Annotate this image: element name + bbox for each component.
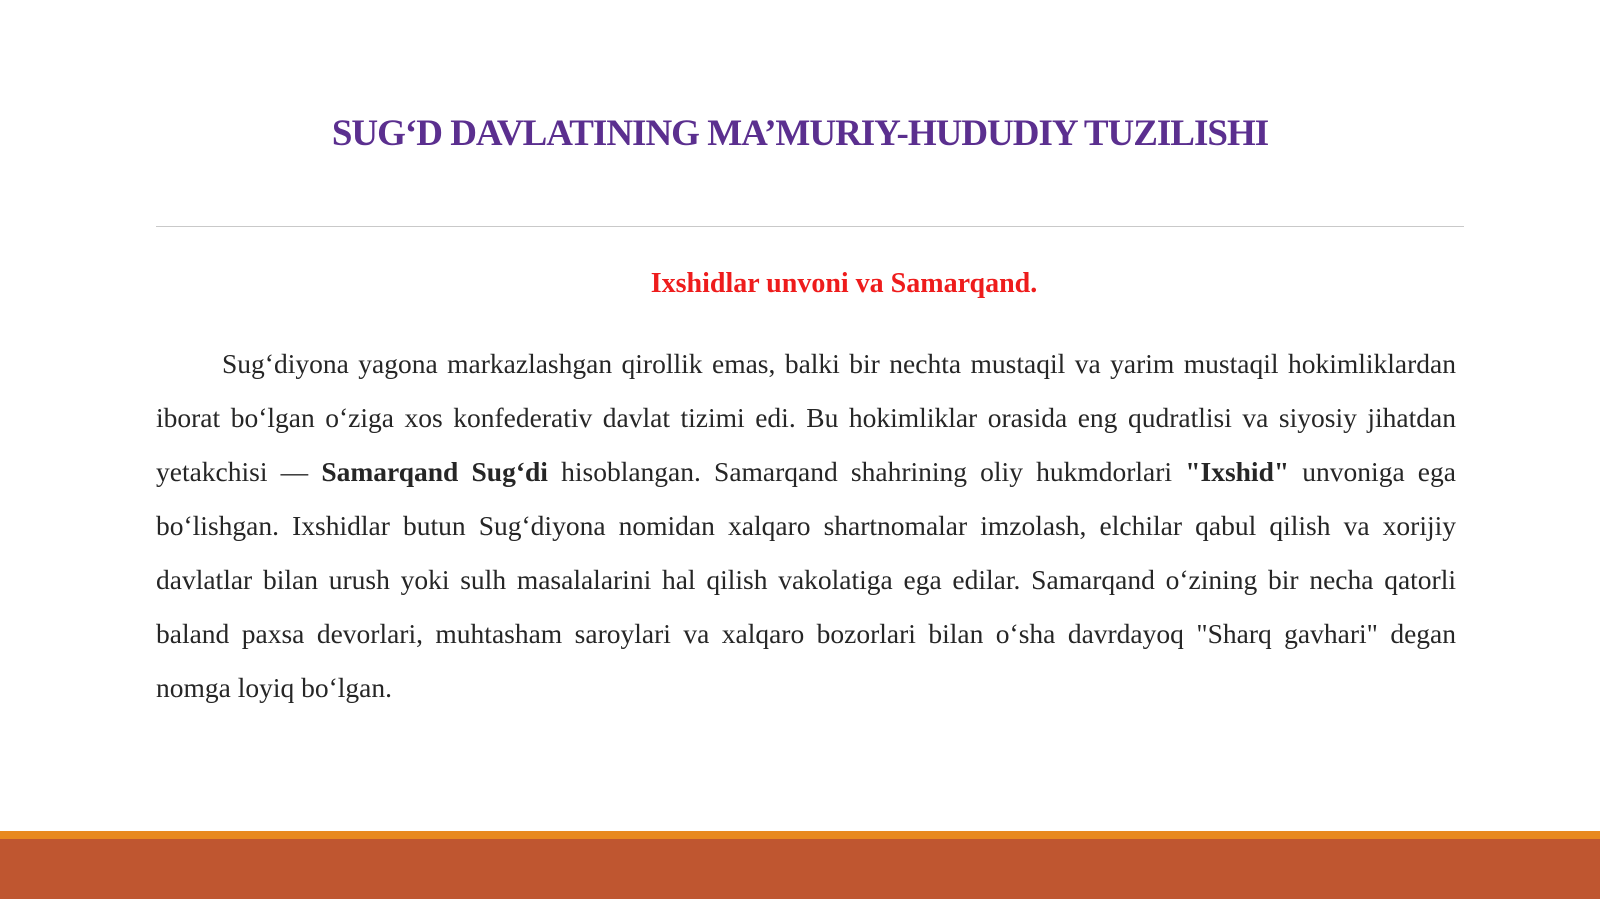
body-bold-samarqand-sugdi: Samarqand Sug‘di xyxy=(321,456,548,487)
body-text-part1: Sug‘diyona yagona markazlashgan qirollik emas, balki bir nechta mustaqil va yarim mustaqil hokimliklardan iborat bo‘lgan o‘ziga xos konfederativ davlat tizimi edi. Bu hokimliklar orasida eng qudratlisi va siyosiy jihatdan yetakchisi — xyxy=(156,348,1456,487)
body-bold-ixshid: "Ixshid" xyxy=(1185,456,1290,487)
section-subtitle: Ixshidlar unvoni va Samarqand. xyxy=(650,268,1038,299)
slide-title: SUG‘D DAVLATINING MA’MURIY-HUDUDIY TUZILISHI xyxy=(331,113,1269,154)
body-paragraph xyxy=(156,337,1456,715)
footer-accent-stripe xyxy=(0,831,1600,839)
footer-bar xyxy=(0,839,1600,899)
body-text-part2: hisoblangan. Samarqand shahrining oliy hukmdorlari xyxy=(547,456,1186,487)
body-text-part3: unvoniga ega bo‘lishgan. Ixshidlar butun Sug‘diyona nomidan xalqaro shartnomalar imzolash, elchilar qabul qilish va xorijiy davlatlar bilan urush yoki sulh masalalarini hal qilish vakolatiga ega edilar. Samarqand o‘zining bir necha qatorli baland paxsa devorlari, muhtasham saroylari va xalqaro bozorlari bilan o‘sha davrdayoq "Sharq gavhari" degan nomga loyiq bo‘lgan. xyxy=(156,456,1456,703)
title-divider xyxy=(156,226,1464,227)
